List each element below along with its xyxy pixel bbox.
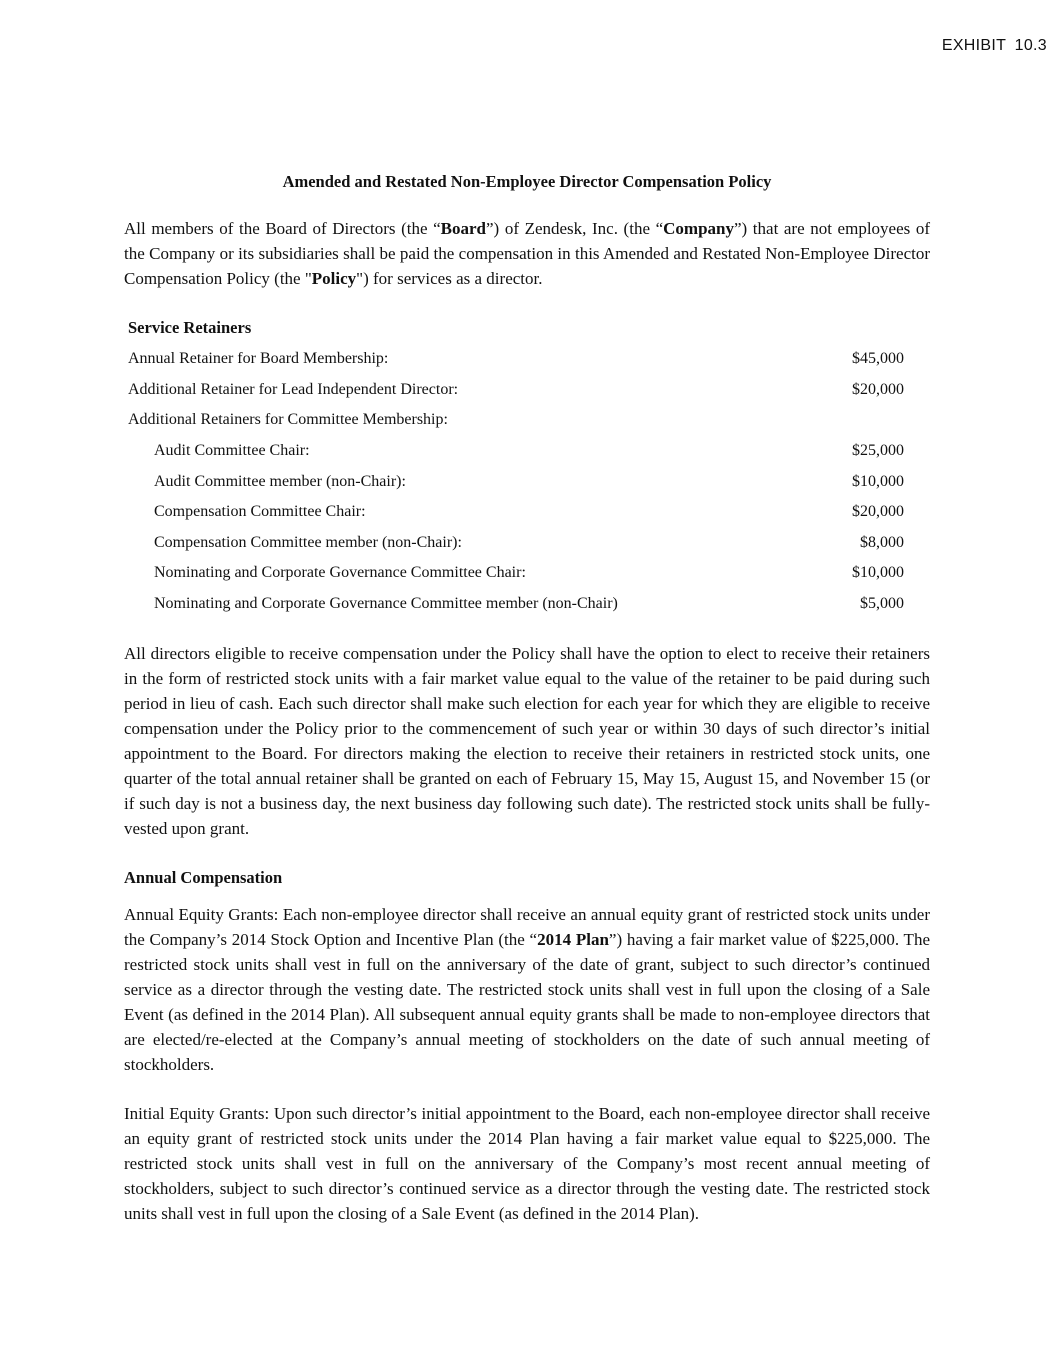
retainer-label: Annual Retainer for Board Membership: [128,350,389,368]
retainer-amount: $20,000 [852,503,904,521]
retainer-label: Additional Retainers for Committee Membership: [128,411,448,429]
service-retainers-heading: Service Retainers [128,318,252,337]
defined-term-2014-plan: 2014 Plan [537,930,609,950]
document-body [124,172,930,1226]
retainer-amount: $8,000 [860,533,904,551]
retainer-row [128,497,904,528]
retainer-amount: $20,000 [852,380,904,398]
document-title: Amended and Restated Non-Employee Director Compensation Policy [282,172,772,191]
defined-term-policy: Policy [311,269,357,288]
retainer-label: Audit Committee member (non-Chair): [154,472,406,490]
retainer-row [128,589,904,620]
intro-paragraph: All members of the Board of Directors (the “Board”) of Zendesk, Inc. (the “Company”) that are not employees of the Company or its subsidiaries shall be paid the compensation in this Amended and Restated Non-Employee Director Compensation Policy (the "Policy") for services as a director. [124,219,931,288]
annual-compensation-heading: Annual Compensation [124,868,283,888]
annual-equity-grants-paragraph: Annual Equity Grants: Each non-employee director shall receive an annual equity grant of restricted stock units under the Company’s 2014 Stock Option and Incentive Plan (the “2014 Plan”) having a fair market value of $225,000. The restricted stock units shall vest in full on the anniversary of the date of grant, subject to such director’s continued service as a director through the vesting date. The restricted stock units shall vest in full upon the closing of a Sale Event (as defined in the 2014 Plan). All subsequent annual equity grants shall be made to non-employee directors that are elected/re-elected at the Company’s annual meeting of stockholders on the date of such annual meeting of stockholders. [124,905,930,1075]
initial-equity-grants-paragraph: Initial Equity Grants: Upon such director’s initial appointment to the Board, each non-employee director shall receive an equity grant of restricted stock units under the 2014 Plan having a fair market value equal to $225,000. The restricted stock units shall vest in full on the anniversary of the Company’s most recent annual meeting of stockholders, subject to such director’s continued service as a director through the vesting date. The restricted stock units shall vest in full upon the closing of a Sale Event (as defined in the 2014 Plan). [124,1104,930,1224]
retainer-amount: $10,000 [852,564,904,582]
retainer-row [128,375,904,406]
retainer-label: Nominating and Corporate Governance Committee member (non-Chair) [154,595,618,613]
retainer-amount: $10,000 [852,472,904,490]
retainer-row [128,405,904,436]
defined-term-board: Board [440,219,487,238]
retainer-label: Additional Retainer for Lead Independent Director: [128,380,459,398]
retainer-row [128,436,904,467]
retainer-label: Compensation Committee member (non-Chair): [154,533,462,551]
election-paragraph: All directors eligible to receive compensation under the Policy shall have the option to elect to receive their retainers in the form of restricted stock units with a fair market value equal to the value of the retainer to be paid during such period in lieu of cash. Each such director shall make such election for each year for which they are eligible to receive compensation under the Policy prior to the commencement of such year or within 30 days of such director’s initial appointment to the Board. For directors making the election to receive their retainers in restricted stock units, one quarter of the total annual retainer shall be granted on each of February 15, May 15, August 15, and November 15 (or if such day is not a business day, the next business day following such date). The restricted stock units shall be fully-vested upon grant. [124,644,930,839]
exhibit-label: EXHIBIT 10.3 [941,37,1047,54]
retainer-label: Audit Committee Chair: [154,442,310,460]
retainer-row [128,558,904,589]
retainer-amount: $25,000 [852,442,904,460]
service-retainers-section [124,318,930,619]
retainer-label: Compensation Committee Chair: [154,503,366,521]
retainer-row [128,344,904,375]
retainer-amount: $45,000 [852,350,904,368]
retainer-row [128,466,904,497]
retainer-amount: $5,000 [860,595,904,613]
retainer-label: Nominating and Corporate Governance Committee Chair: [154,564,526,582]
defined-term-company: Company [663,219,734,238]
retainer-row [128,528,904,559]
